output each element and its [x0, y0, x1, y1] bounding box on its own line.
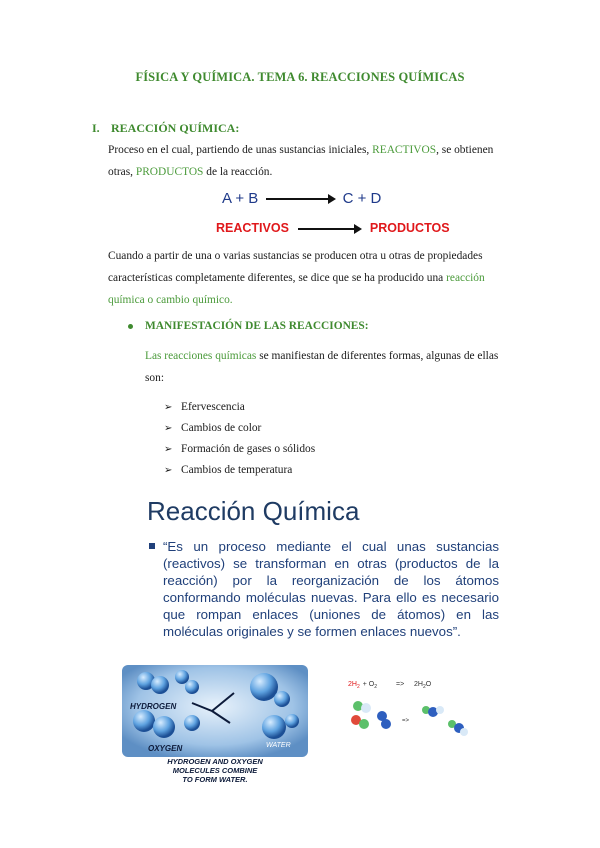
reaction-term-1: reacción — [446, 272, 485, 284]
label-hydrogen: HYDROGEN — [130, 702, 177, 711]
product-molecules — [422, 706, 468, 736]
eq-product: 2H — [414, 681, 423, 688]
reaction-text-1: Cuando a partir de una o varias sustancias se producen otra u otras de propiedades — [108, 250, 483, 262]
manifestation-list — [164, 397, 315, 481]
square-bullet-icon — [149, 543, 155, 549]
label-water: WATER — [266, 742, 291, 749]
paragraph-reaction — [108, 245, 520, 311]
list-item-text: Formación de gases o sólidos — [181, 443, 316, 455]
definition-text-1: Proceso en el cual, partiendo de unas sustancias iniciales, — [108, 144, 370, 156]
subsection-heading — [128, 320, 369, 332]
label-productos: PRODUCTOS — [369, 221, 450, 235]
equation-labels — [216, 221, 450, 235]
section-number: I. — [92, 121, 100, 135]
equation-right: C + D — [342, 190, 382, 207]
eq-product-o: O — [425, 681, 432, 688]
molecule-equation-diagram — [342, 672, 472, 742]
arrow-bullet-icon: ➢ — [164, 465, 173, 476]
slide-quote — [149, 538, 499, 640]
right-arrow-icon — [266, 198, 334, 200]
paragraph-manifestation — [145, 345, 525, 389]
definition-text-4: de la reacción. — [206, 166, 273, 178]
equation-arrow: => — [396, 681, 405, 688]
slide-quote-text: “Es un proceso mediante el cual unas sustancias (reactivos) se transforman en otras (productos de la reacción) por la reorganización de los átomos conformando moléculas nuevas. Para ello es necesario que rompan enlaces (uniones de átomos) en las moléculas originales y se formen enlaces nuevos”. — [163, 539, 499, 639]
reaction-text-2: características completamente diferentes, se dice que se ha producido una — [108, 272, 444, 284]
reactant-molecules — [351, 701, 391, 729]
arrow-bullet-icon: ➢ — [164, 402, 173, 413]
eq-o2-sub: 2 — [374, 684, 377, 690]
section-heading — [92, 121, 239, 136]
eq-o2: + O — [362, 681, 375, 688]
definition-text-3: otras, — [108, 166, 133, 178]
right-arrow-icon — [298, 228, 360, 230]
list-item-text: Cambios de color — [181, 422, 262, 434]
slide-title: Reacción Química — [147, 496, 360, 526]
reaction-term-2: química o cambio químico. — [108, 294, 233, 306]
equation-left: A + B — [222, 190, 259, 207]
list-item — [164, 418, 315, 439]
definition-text-2: , se obtienen — [436, 144, 494, 156]
caption-line-2: MOLECULES COMBINE — [172, 766, 258, 775]
list-item-text: Cambios de temperatura — [181, 464, 293, 476]
reactivos-term: REACTIVOS — [372, 144, 437, 156]
page-title: FÍSICA Y QUÍMICA. TEMA 6. REACCIONES QUÍMICAS — [135, 70, 465, 84]
manifestation-text: se manifiestan de diferentes formas, algunas de ellas — [259, 350, 499, 362]
molecule-arrow: => — [402, 718, 410, 724]
label-oxygen: OXYGEN — [148, 744, 183, 753]
water-formation-illustration — [122, 665, 308, 785]
eq-product-sub: 2 — [422, 684, 426, 690]
list-item-text: Efervescencia — [181, 401, 245, 413]
subsection-heading-text: MANIFESTACIÓN DE LAS REACCIONES: — [145, 320, 369, 332]
label-reactivos: REACTIVOS — [216, 221, 289, 235]
equation-reactants — [348, 681, 377, 690]
section-heading-text: REACCIÓN QUÍMICA: — [111, 121, 240, 135]
arrow-bullet-icon: ➢ — [164, 444, 173, 455]
list-item — [164, 439, 315, 460]
paragraph-definition — [108, 139, 520, 183]
eq-h2: 2H — [348, 681, 357, 688]
list-item — [164, 460, 315, 481]
caption-line-1: HYDROGEN AND OXYGEN — [167, 757, 263, 766]
manifestation-end: son: — [145, 372, 164, 384]
equation-formula — [222, 190, 381, 207]
eq-h2-sub: 2 — [356, 684, 360, 690]
list-item — [164, 397, 315, 418]
bullet-icon — [128, 324, 133, 329]
arrow-bullet-icon: ➢ — [164, 423, 173, 434]
productos-term: PRODUCTOS — [135, 166, 204, 178]
caption-line-3: TO FORM WATER. — [182, 775, 248, 784]
equation-products — [414, 681, 432, 690]
manifestation-term: Las reacciones químicas — [145, 350, 257, 362]
